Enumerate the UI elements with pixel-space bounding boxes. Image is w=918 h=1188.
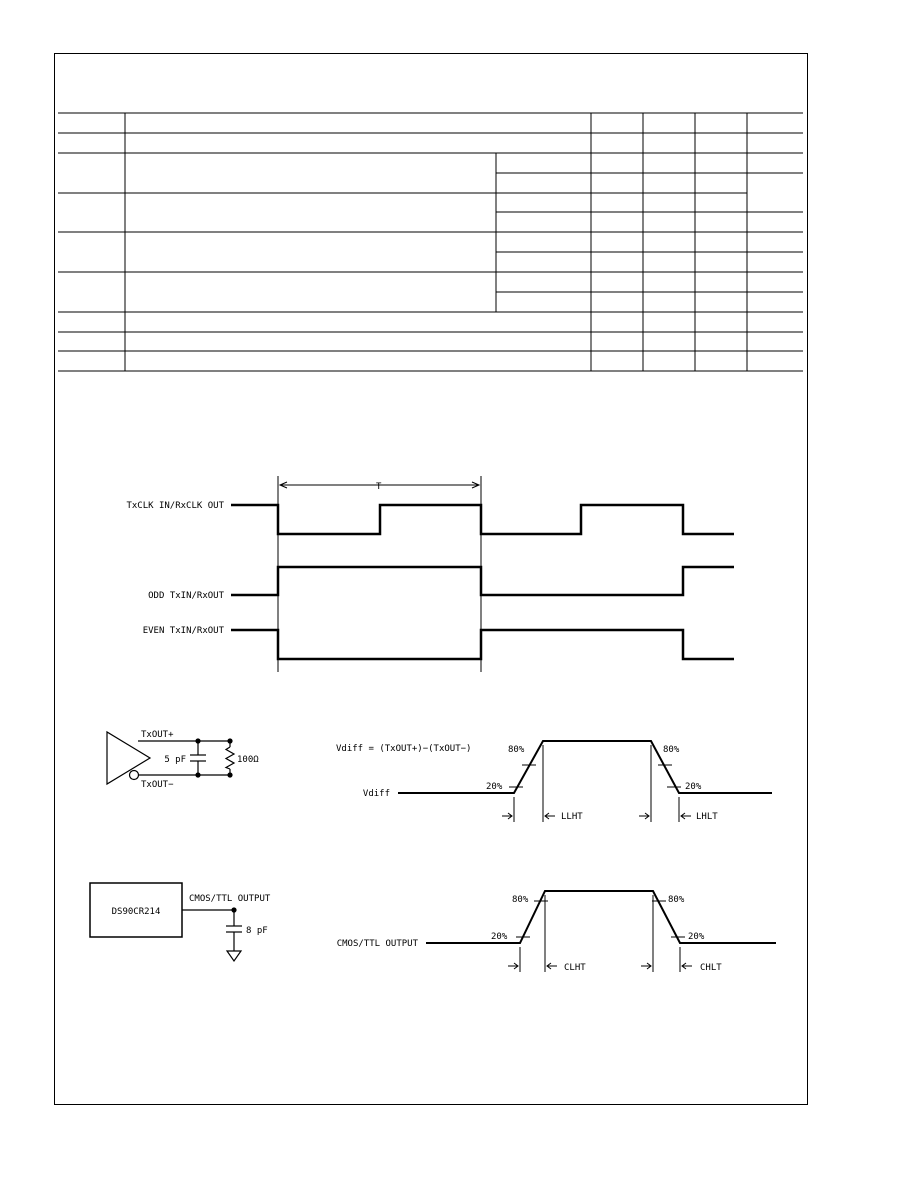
lvds-20-left: 20% <box>486 782 503 792</box>
even-data-waveform <box>231 630 734 659</box>
signal-label-odd: ODD TxIN/RxOUT <box>148 591 224 601</box>
txout-minus-label: TxOUT− <box>141 780 174 790</box>
inverting-bubble-icon <box>130 771 139 780</box>
cmos-waveform-label: CMOS/TTL OUTPUT <box>336 939 418 949</box>
cmos-rise-label: CLHT <box>564 963 586 973</box>
lvds-80-right: 80% <box>663 745 680 755</box>
cmos-20-right: 20% <box>688 932 705 942</box>
timing-diagram <box>126 476 734 672</box>
cmos-cap-label: 8 pF <box>246 926 268 936</box>
resistor-icon <box>226 747 234 769</box>
txout-plus-label: TxOUT+ <box>141 730 174 740</box>
device-name: DS90CR214 <box>111 907 161 917</box>
signal-label-even: EVEN TxIN/RxOUT <box>142 626 224 636</box>
ground-icon <box>227 951 241 961</box>
cmos-fall-label: CHLT <box>700 963 722 973</box>
signal-label-clock: TxCLK IN/RxCLK OUT <box>126 501 224 511</box>
vdiff-label: Vdiff <box>362 789 390 799</box>
clock-waveform <box>231 505 734 534</box>
period-label: T <box>376 482 382 492</box>
lvds-80-left: 80% <box>508 745 525 755</box>
load-cap-label: 5 pF <box>164 755 186 765</box>
lvds-20-right: 20% <box>685 782 702 792</box>
cmos-80-right: 80% <box>668 895 685 905</box>
odd-data-waveform <box>231 567 734 595</box>
load-res-label: 100Ω <box>237 755 259 765</box>
cmos-waveform <box>337 891 776 973</box>
lvds-fall-label: LHLT <box>696 812 718 822</box>
cmos-20-left: 20% <box>491 932 508 942</box>
cmos-transition-waveform <box>426 891 776 943</box>
cmos-output-label: CMOS/TTL OUTPUT <box>189 894 271 904</box>
spec-table <box>58 113 803 371</box>
lvds-waveform <box>336 741 772 822</box>
vdiff-formula: Vdiff = (TxOUT+)−(TxOUT−) <box>336 744 472 754</box>
cmos-80-left: 80% <box>512 895 529 905</box>
lvds-rise-label: LLHT <box>561 812 583 822</box>
